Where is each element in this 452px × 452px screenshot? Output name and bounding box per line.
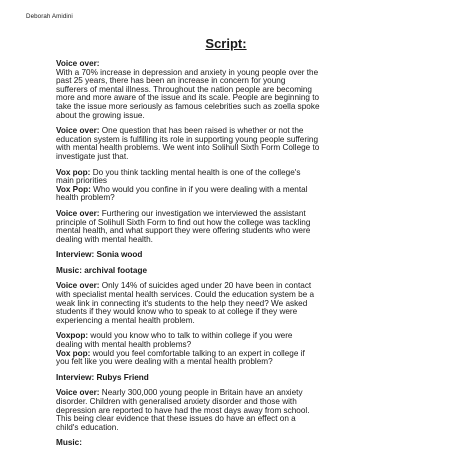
voice-over-paragraph-5 (56, 389, 408, 432)
text-run: would you feel comfortable talking to an expert in college if (90, 348, 305, 358)
text-line: experiencing a mental health problem. (56, 315, 195, 325)
text-line: principle of Solihull Sixth Form to find out how the college was tackling (56, 217, 311, 227)
text-line: mental health, and what support they were offering students who were (56, 226, 311, 236)
text-line: main priorities (56, 176, 107, 186)
text-line: education system is fulfilling its role in supporting young people suffering (56, 134, 318, 144)
text-run: Furthering our investigation we interviewed the assistant (99, 208, 306, 218)
text-line: past 25 years, there has been an increase in concern for young (56, 76, 286, 86)
text-line: disorder. Children with generalised anxiety disorder and those with (56, 397, 297, 406)
text-line: child's education. (56, 422, 119, 432)
text-line: health problem? (56, 193, 115, 203)
page-title: Script: (205, 36, 247, 51)
text-line: you felt like you were dealing with a mental health problem? (56, 357, 273, 367)
text-run: Do you think tackling mental health is one of the college's (90, 167, 301, 177)
text-line: dealing with mental health. (56, 234, 153, 244)
text-run: would you know who to talk to within college if you were (88, 331, 293, 341)
vox-pop-label: Vox Pop: (56, 184, 91, 194)
text-line: more and more aware of the issue and its scale. People are beginning to (56, 93, 320, 103)
text-run: Nearly 300,000 young people in Britain have an anxiety (99, 388, 303, 398)
vox-pop-label: Voxpop: (56, 331, 89, 341)
interview-heading-1: Interview: Sonia wood (56, 250, 143, 260)
text-line: take the issue more seriously as famous celebrities such as zoella spoke (56, 101, 320, 111)
text-line: with specialist mental health services. Could the education system be a (56, 290, 315, 300)
text-run: One question that has been raised is whether or not the (99, 126, 304, 136)
text-line: with mental health problems. We went into Solihull Sixth Form College to (56, 143, 320, 153)
text-line: dealing with mental health problems? (56, 340, 192, 350)
text-line: With a 70% increase in depression and anxiety in young people over the (56, 67, 319, 77)
text-line (56, 169, 408, 178)
vox-pop-paragraph-1 (56, 169, 408, 203)
voice-over-paragraph-2 (56, 127, 408, 161)
text-line: investigate just that. (56, 151, 129, 161)
vox-pop-label: Vox pop: (56, 167, 91, 177)
text-run: Only 14% of suicides aged under 20 have been in contact (99, 281, 312, 291)
author-name: Deborah Amidini (26, 13, 73, 20)
interview-heading-2: Interview: Rubys Friend (56, 372, 149, 382)
voice-over-label: Voice over: (56, 388, 100, 398)
voice-over-label: Voice over: (56, 208, 100, 218)
voice-over-label: Voice over: (56, 59, 100, 68)
voice-over-label: Voice over: (56, 126, 100, 136)
text-line: students if they would know who to speak to at college if they were (56, 307, 298, 317)
voice-over-paragraph-3 (56, 210, 408, 244)
text-line: This being clear evidence that these issues do have an effect on a (56, 414, 296, 424)
text-line: weak link in connecting it's students to the help they need? We asked (56, 298, 308, 308)
text-run: Who would you confine in if you were dealing with a mental (90, 184, 308, 194)
voice-over-paragraph-4 (56, 282, 408, 325)
text-line: about the growing issue. (56, 110, 145, 120)
music-heading-1: Music: archival footage (56, 265, 147, 275)
vox-pop-paragraph-2 (56, 332, 408, 366)
text-line: depression are reported to have had the most days away from school. (56, 405, 310, 415)
text-line: sufferers of mental illness. Throughout the nation people are becoming (56, 84, 312, 94)
script-body (56, 60, 408, 448)
vox-pop-label: Vox pop: (56, 348, 91, 358)
voice-over-paragraph-1 (56, 60, 408, 120)
voice-over-label: Voice over: (56, 281, 100, 291)
music-heading-2: Music: (56, 438, 82, 448)
